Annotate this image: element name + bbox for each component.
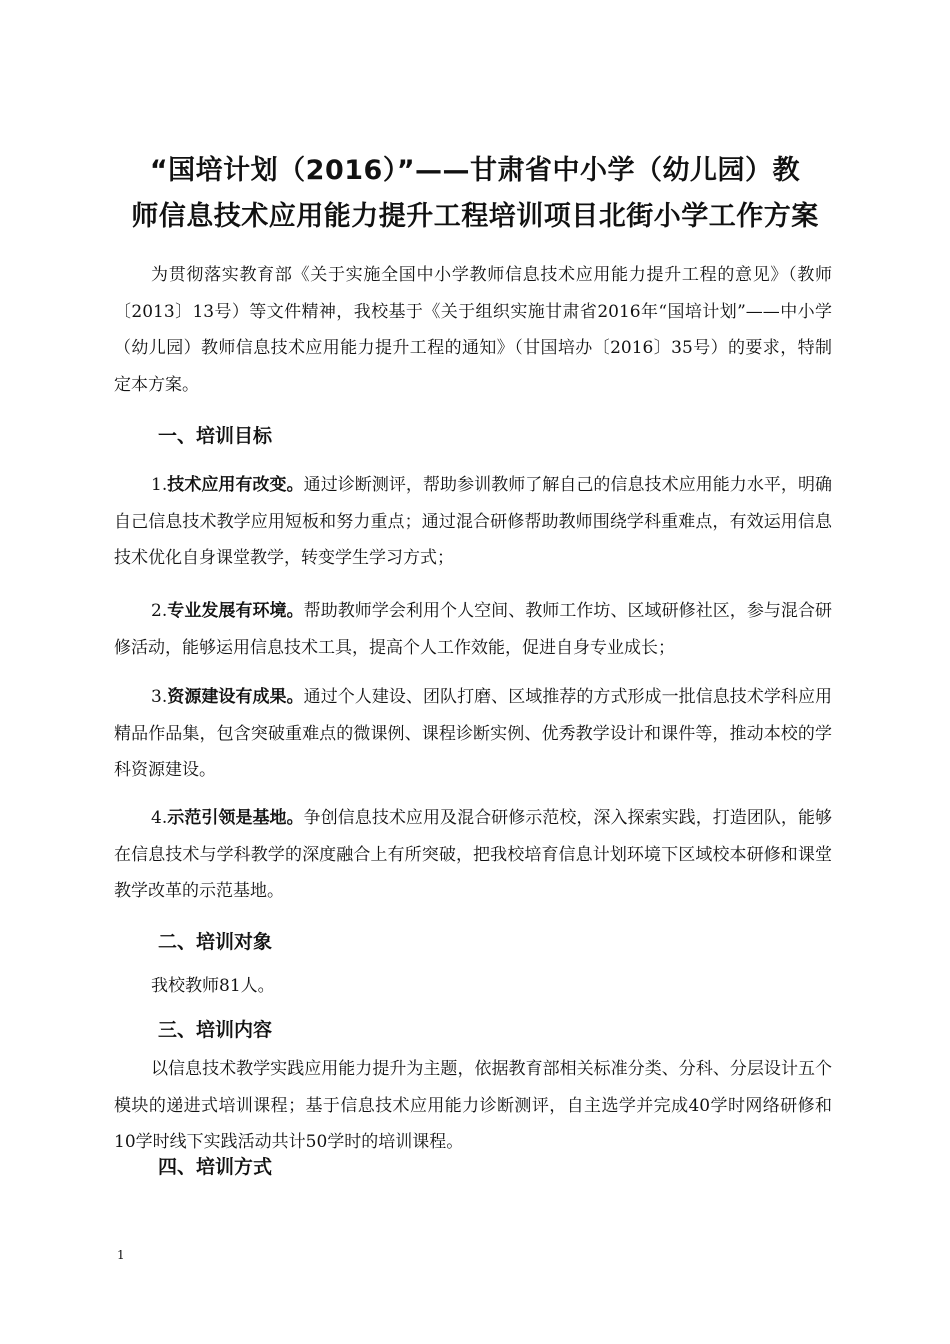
goal-item-4-text: 争创信息技术应用及混合研修示范校，深入探索实践，打造团队，能够在信息技术与学科教学的深度融合上有所突破，把我校培育信息计划环境下区域校本研修和课堂教学改革的示范基地。: [114, 808, 833, 901]
title-line-2: 师信息技术应用能力提升工程培训项目北街小学工作方案: [131, 201, 819, 232]
goal-item-1-lead: 技术应用有改变。: [167, 475, 304, 495]
goal-item-4: [114, 800, 832, 910]
goal-item-2-lead: 专业发展有环境。: [167, 601, 304, 621]
goal-item-3-lead: 资源建设有成果。: [167, 687, 304, 707]
section-heading-goals: 一、培训目标: [158, 425, 273, 447]
target-paragraph: 我校教师81人。: [151, 976, 275, 996]
goal-item-3-text: 通过个人建设、团队打磨、区域推荐的方式形成一批信息技术学科应用精品作品集，包含突破重难点的微课例、课程诊断实例、优秀教学设计和课件等，推动本校的学科资源建设。: [114, 687, 833, 780]
goal-item-2-text: 帮助教师学会利用个人空间、教师工作坊、区域研修社区，参与混合研修活动，能够运用信息技术工具，提高个人工作效能，促进自身专业成长；: [114, 601, 833, 658]
section-heading-target: 二、培训对象: [158, 931, 273, 953]
title-line-1: “国培计划（2016）”——甘肃省中小学（幼儿园）教: [149, 155, 801, 186]
goal-item-3: [114, 679, 832, 789]
goal-item-1-text: 通过诊断测评，帮助参训教师了解自己的信息技术应用能力水平，明确自己信息技术教学应用短板和努力重点；通过混合研修帮助教师围绕学科重难点，有效运用信息技术优化自身课堂教学，转变学生学习方式；: [114, 475, 833, 568]
goal-item-4-lead: 示范引领是基地。: [167, 808, 304, 828]
page-number: 1: [117, 1248, 125, 1262]
goal-item-2: [114, 593, 832, 666]
goal-item-1: [114, 467, 832, 577]
goal-item-4-number: 4.: [151, 808, 168, 828]
goal-item-2-number: 2.: [151, 601, 168, 621]
section-heading-content: 三、培训内容: [158, 1019, 273, 1041]
goal-item-1-number: 1.: [151, 475, 168, 495]
intro-paragraph: 为贯彻落实教育部《关于实施全国中小学教师信息技术应用能力提升工程的意见》（教师〔2013〕13号）等文件精神，我校基于《关于组织实施甘肃省2016年“国培计划”——中小学（幼儿园）教师信息技术应用能力提升工程的通知》（甘国培办〔2016〕35号）的要求，特制定本方案。: [114, 265, 832, 395]
content-paragraph: 以信息技术教学实践应用能力提升为主题，依据教育部相关标准分类、分科、分层设计五个模块的递进式培训课程；基于信息技术应用能力诊断测评，自主选学并完成40学时网络研修和10学时线下实践活动共计50学时的培训课程。: [114, 1059, 832, 1152]
section-heading-method: 四、培训方式: [158, 1156, 273, 1178]
goal-item-3-number: 3.: [151, 687, 168, 707]
document-title: [100, 148, 850, 240]
